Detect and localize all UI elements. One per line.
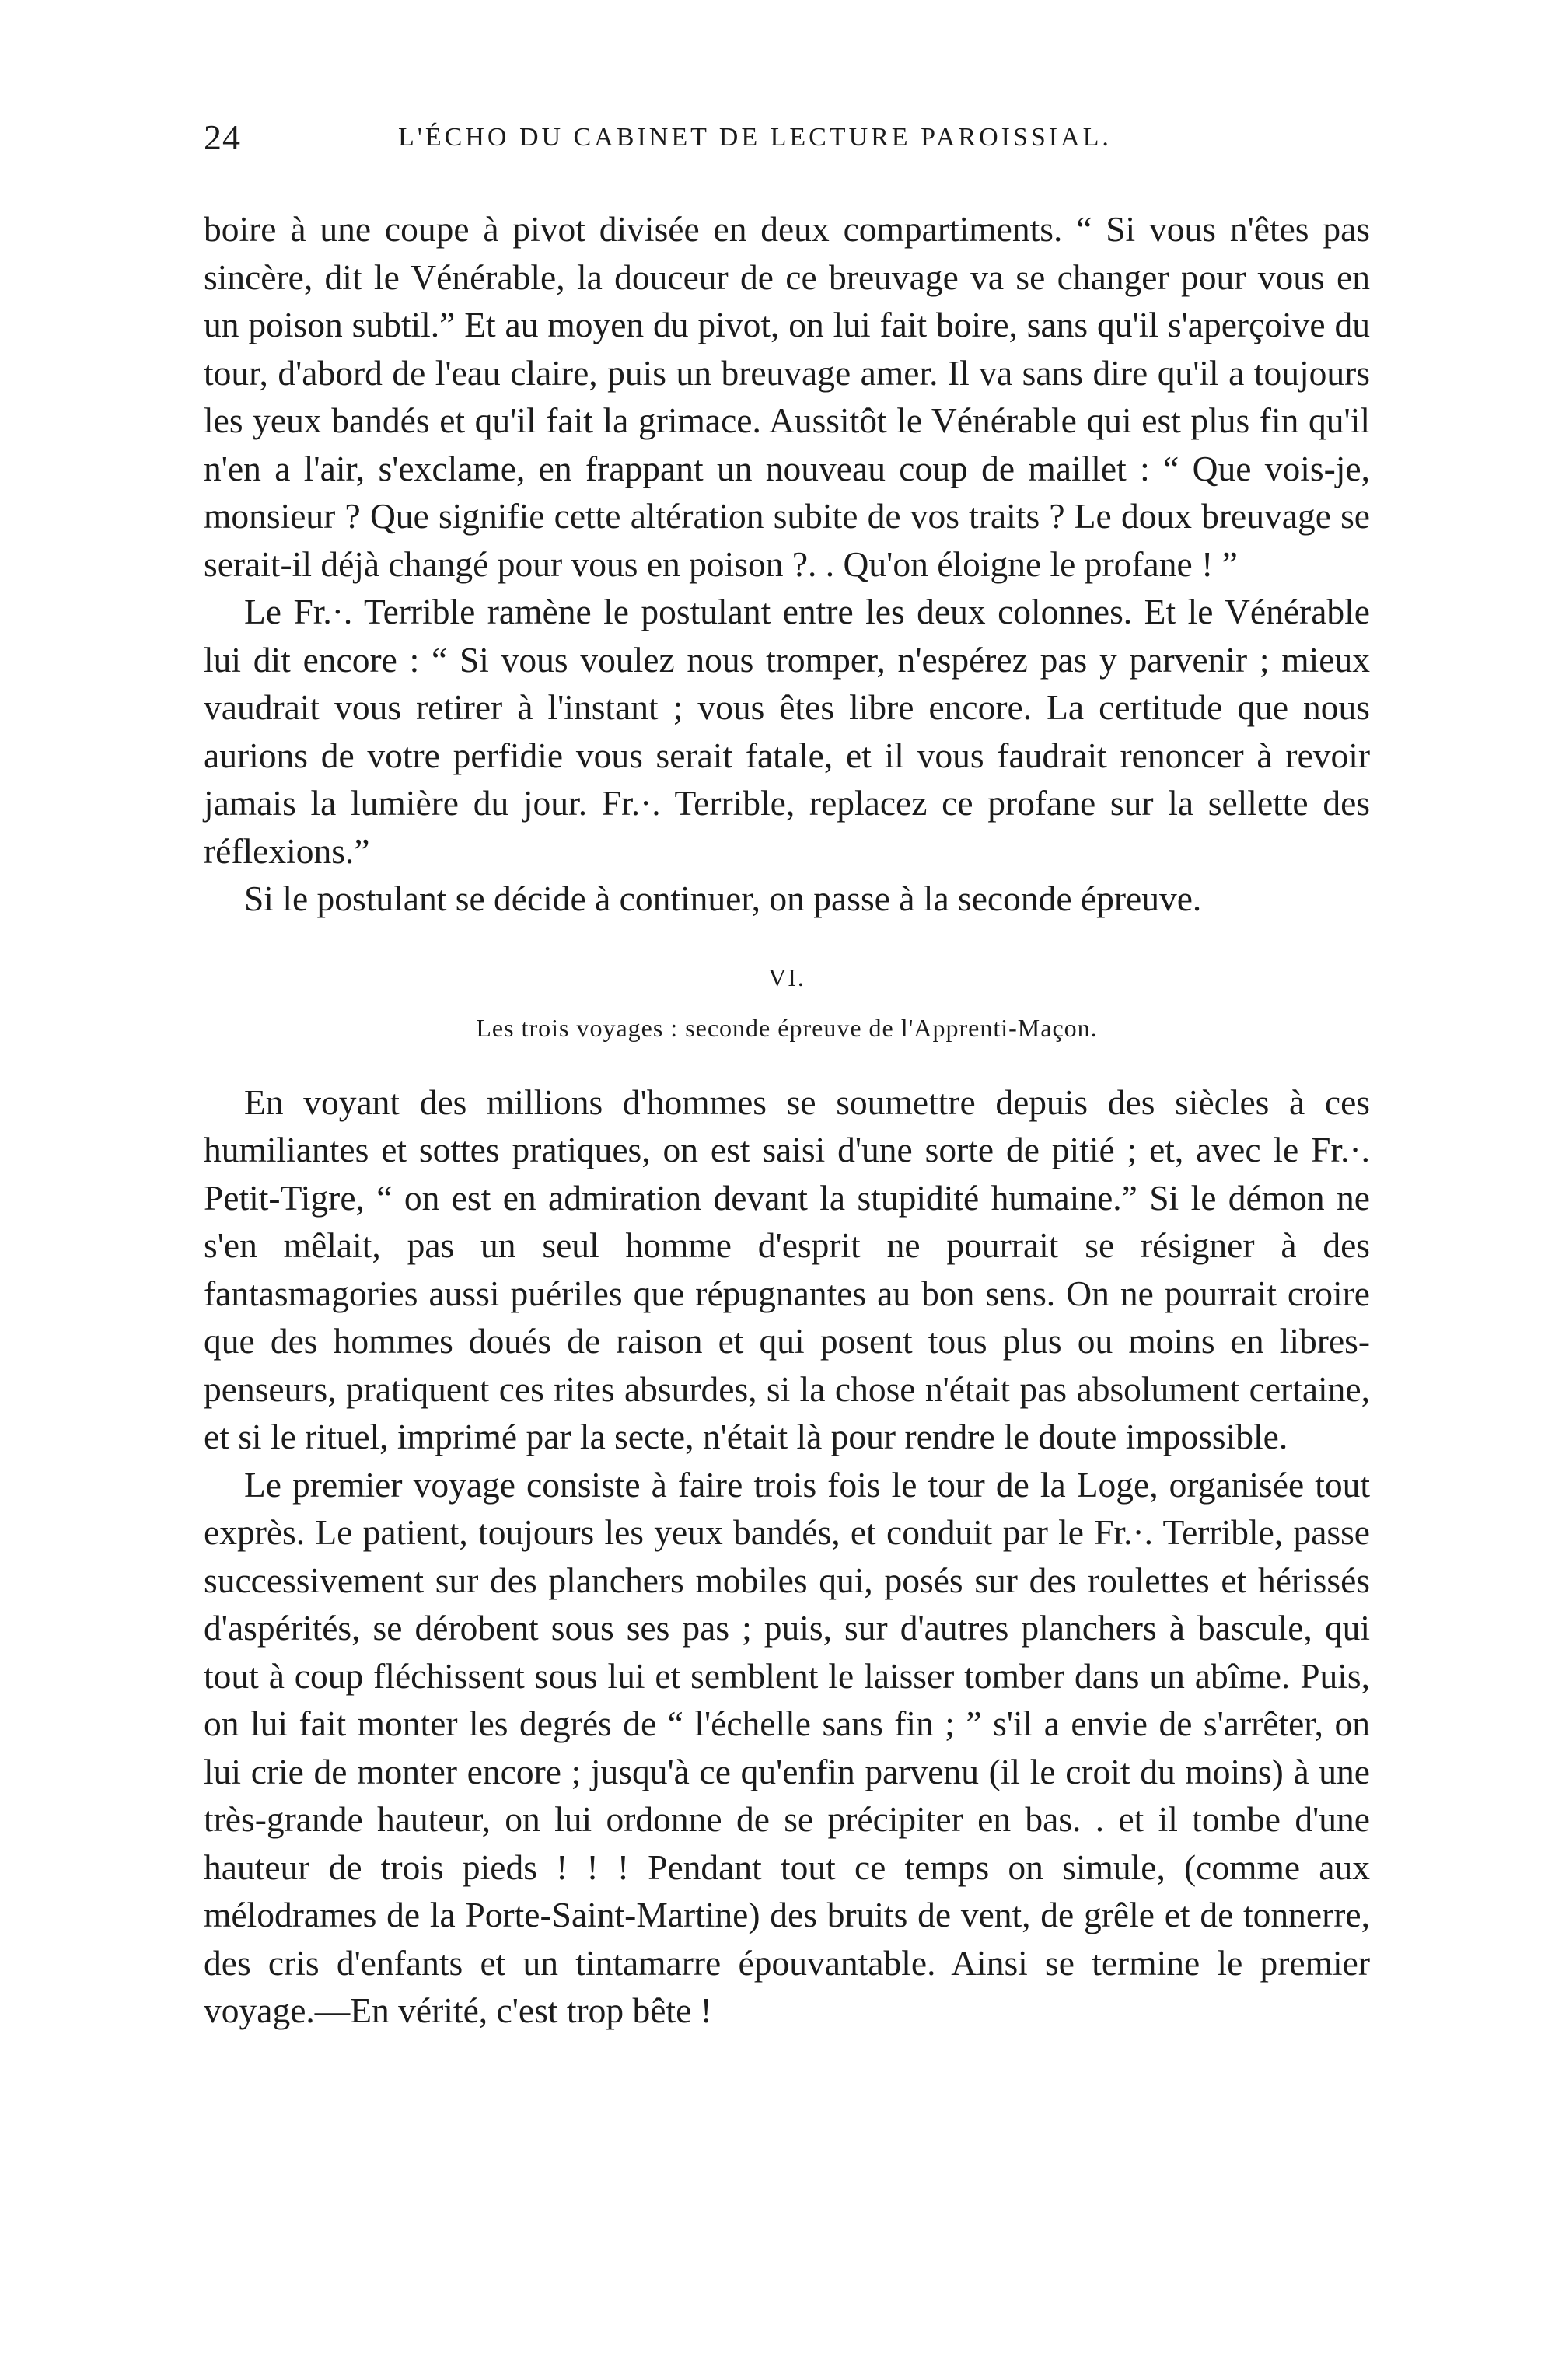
document-page	[204, 117, 1370, 2035]
paragraph-continuation: boire à une coupe à pivot divisée en deux compartiments. “ Si vous n'êtes pas sincère, dit le Vénérable, la douceur de ce breuvage va se changer pour vous en un poison subtil.” Et au moyen du pivot, on lui fait boire, sans qu'il s'aperçoive du tour, d'abord de l'eau claire, puis un breuvage amer. Il va sans dire qu'il a toujours les yeux bandés et qu'il fait la grimace. Aussitôt le Vénérable qui est plus fin qu'il n'en a l'air, s'exclame, en frappant un nouveau coup de maillet : “ Que vois-je, monsieur ? Que signifie cette altération subite de vos traits ? Le doux breuvage se serait-il déjà changé pour vous en poison ?. . Qu'on éloigne le profane ! ”	[204, 209, 1370, 584]
page-number: 24	[204, 117, 241, 157]
running-header	[204, 117, 1370, 171]
paragraph-premier-voyage: Le premier voyage consiste à faire trois fois le tour de la Loge, organisée tout exprès. Le patient, toujours les yeux bandés, et conduit par le Fr.·. Terrible, passe successivement sur des planchers mobiles qui, posés sur des roulettes et hérissés d'aspérités, se dérobent sous ses pas ; puis, sur d'autres planchers à bascule, qui tout à coup fléchissent sous lui et semblent le laisser tomber dans un abîme. Puis, on lui fait monter les degrés de “ l'échelle sans fin ; ” s'il a envie de s'arrêter, on lui crie de monter encore ; jusqu'à ce qu'enfin parvenu (il le croit du moins) à une très-grande hauteur, on lui ordonne de se précipiter en bas. . et il tombe d'une hauteur de trois pieds ! ! ! Pendant tout ce temps on simule, (comme aux mélodrames de la Porte-Saint-Martine) des bruits de vent, de grêle et de tonnerre, des cris d'enfants et un tintamarre épouvantable. Ainsi se termine le premier voyage.—En vérité, c'est trop bête !	[204, 1464, 1370, 2030]
section-number: VI.	[768, 963, 805, 991]
running-title: L'ÉCHO DU CABINET DE LECTURE PAROISSIAL.	[398, 123, 1112, 152]
paragraph-millions: En voyant des millions d'hommes se soumettre depuis des siècles à ces humiliantes et sottes pratiques, on est saisi d'une sorte de pitié ; et, avec le Fr.·. Petit-Tigre, “ on est en admiration devant la stupidité humaine.” Si le démon ne s'en mêlait, pas un seul homme d'esprit ne pourrait se résigner à des fantasmagories aussi puériles que répugnantes au bon sens. On ne pourrait croire que des hommes doués de raison et qui posent tous plus ou moins en libres-penseurs, pratiquent ces rites absurdes, si la chose n'était pas absolument certaine, et si le rituel, imprimé par la secte, n'était là pour rendre le doute impossible.	[204, 1082, 1370, 1456]
paragraph-seconde-epreuve: Si le postulant se décide à continuer, on passe à la seconde épreuve.	[244, 879, 1202, 918]
paragraph-terrible: Le Fr.·. Terrible ramène le postulant entre les deux colonnes. Et le Vénérable lui dit encore : “ Si vous voulez nous tromper, n'espérez pas y parvenir ; mieux vaudrait vous retirer à l'instant ; vous êtes libre encore. La certitude que nous aurions de votre perfidie vous serait fatale, et il vous faudrait renoncer à revoir jamais la lumière du jour. Fr.·. Terrible, replacez ce profane sur la sellette des réflexions.”	[204, 592, 1370, 871]
section-subtitle: Les trois voyages : seconde épreuve de l'Apprenti-Maçon.	[476, 1013, 1098, 1042]
